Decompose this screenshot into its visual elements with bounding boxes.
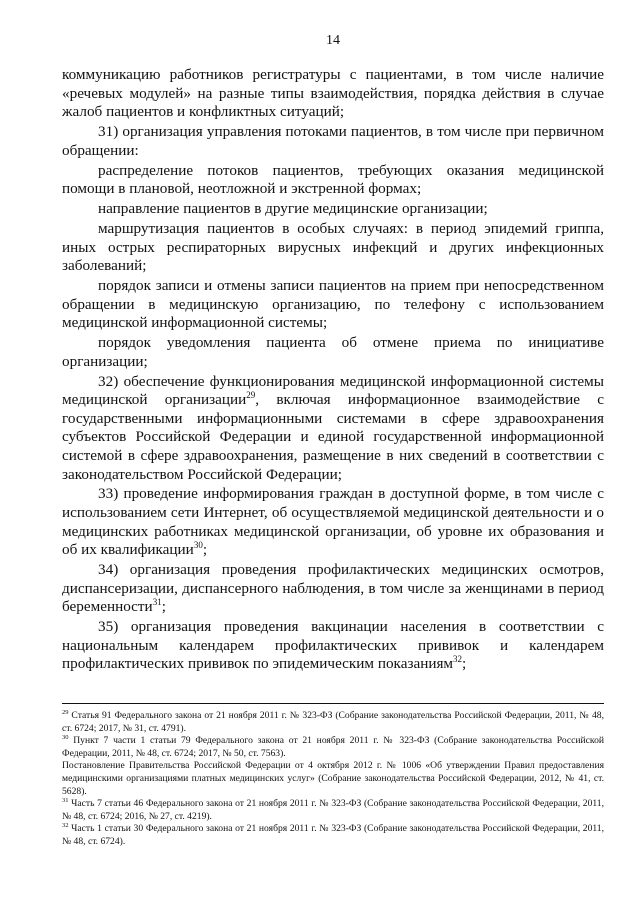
footnote-ref: 31: [152, 597, 162, 608]
paragraph: направление пациентов в другие медицинские организации;: [98, 200, 488, 218]
paragraph: 35) организация проведения вакцинации населения в соответствии с национальным календарем профилактических прививок и календарем профилактических прививок по эпидемическим показаниям$^{32}$;: [62, 618, 604, 673]
paragraph: 31) организация управления потоками пациентов, в том числе при первичном обращении:: [62, 123, 604, 159]
paragraph: порядок уведомления пациента об отмене приема по инициативе организации;: [62, 334, 604, 370]
footnote-ref: 29: [246, 390, 256, 401]
body-text: [62, 66, 604, 674]
footnote: $^{31}$ Часть 7 статьи 46 Федерального закона от 21 ноября 2011 г. № 323-ФЗ (Собрание законодательства Российской Федерации, 2011, № 48, ст. 6724; 2016, № 27, ст. 4219).: [62, 796, 604, 822]
footnotes: [62, 703, 604, 849]
footnote: $^{30}$ Пункт 7 части 1 статьи 79 Федерального закона от 21 ноября 2011 г. № 323-ФЗ (Собрание законодательства Российской Федерации, 2011, № 48, ст. 6724; 2017, № 50, ст. 7563).: [62, 734, 604, 759]
paragraph: маршрутизация пациентов в особых случаях: в период эпидемий гриппа, иных острых респираторных вирусных инфекций и других инфекционных заболеваний;: [62, 219, 604, 275]
page-number: 14: [326, 33, 340, 48]
footnote-ref: 32: [453, 654, 463, 665]
paragraph: распределение потоков пациентов, требующих оказания медицинской помощи в плановой, неотложной и экстренной формах;: [62, 161, 604, 198]
footnote-mark: 31: [62, 796, 69, 804]
paragraph: 34) организация проведения профилактических медицинских осмотров, диспансеризации, диспансерного наблюдения, в том числе за женщинами в период беременности$^{31}$;: [62, 561, 604, 616]
footnote: Постановление Правительства Российской Федерации от 4 октября 2012 г. № 1006 «Об утверждении Правил предоставления медицинскими организациями платных медицинских услуг» (Собрание законодательства Российской Федерации, 2012, № 41, ст. 5628).: [62, 760, 604, 797]
footnote-ref: 30: [193, 540, 203, 551]
footnote-mark: 32: [62, 822, 69, 830]
paragraph: порядок записи и отмены записи пациентов на прием при непосредственном обращении в медицинскую организацию, по телефону с использованием медицинской информационной системы;: [62, 277, 604, 332]
footnote-mark: 30: [62, 734, 69, 741]
footnote-mark: 29: [62, 708, 69, 716]
footnote: $^{29}$ Статья 91 Федерального закона от 21 ноября 2011 г. № 323-ФЗ (Собрание законодательства Российской Федерации, 2011, № 48, ст. 6724; 2017, № 31, ст. 4791).: [62, 708, 604, 734]
paragraph: коммуникацию работников регистратуры с пациентами, в том числе наличие «речевых модулей» на разные типы взаимодействия, порядка действия в случае жалоб пациентов и конфликтных ситуаций;: [62, 66, 604, 121]
footnote: $^{32}$ Часть 1 статьи 30 Федерального закона от 21 ноября 2011 г. № 323-ФЗ (Собрание законодательства Российской Федерации, 2011, № 48, ст. 6724).: [62, 822, 604, 847]
paragraph: 32) обеспечение функционирования медицинской информационной системы медицинской организации$^{29}$, включая информационное взаимодействие с государственными информационными системами в сфере здравоохранения субъектов Российской Федерации и единой государственной информационной системой в сфере здравоохранения, размещение в них сведений в соответствии с законодательством Российской Федерации;: [62, 372, 605, 483]
paragraph: 33) проведение информирования граждан в доступной форме, в том числе с использованием сети Интернет, об осуществляемой медицинской деятельности и о медицинских работниках медицинской организации, об уровне их образования и об их квалификации$^{30}$;: [62, 485, 604, 559]
